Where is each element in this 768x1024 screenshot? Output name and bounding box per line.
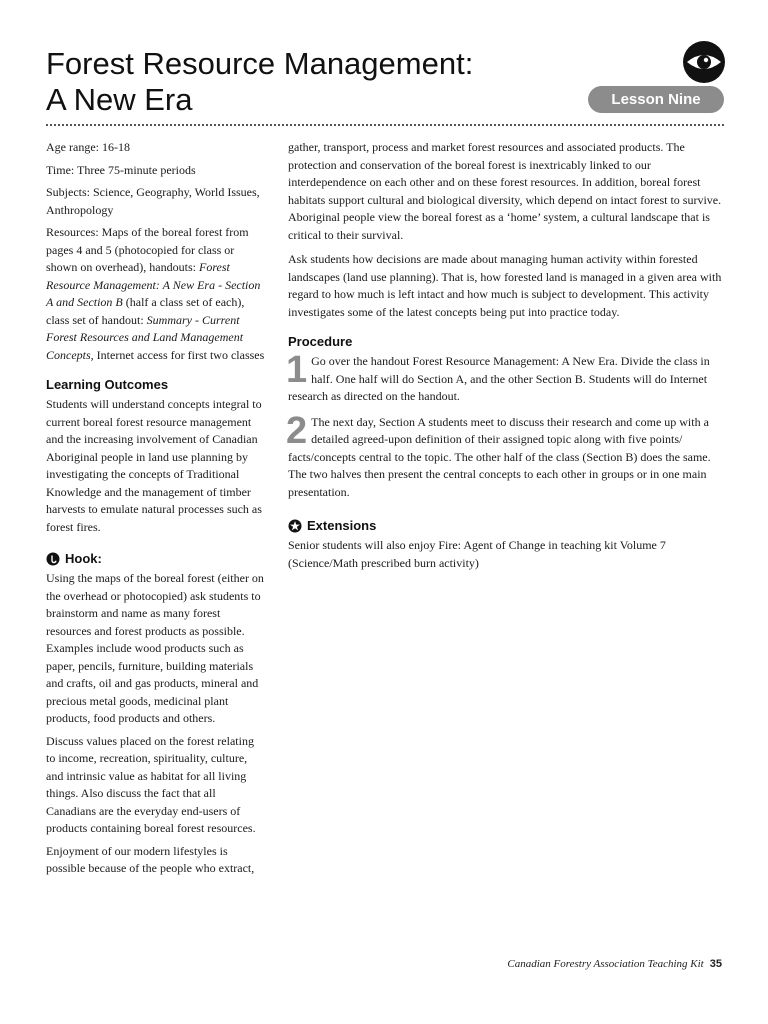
subjects-info: Subjects: Science, Geography, World Issues, Anthropology: [46, 185, 260, 217]
eye-icon: [682, 40, 726, 84]
procedure-label: Procedure: [288, 334, 353, 349]
resources-summary-title: Summary - Current Forest Resources and Land Management Concepts,: [46, 312, 244, 362]
extensions-icon: [288, 519, 302, 533]
extensions-heading: [288, 517, 724, 535]
step-number: 1: [286, 349, 308, 391]
page-footer: [507, 958, 722, 970]
learning-outcomes-heading: [46, 376, 266, 394]
extensions-label: Extensions: [307, 518, 377, 533]
learning-outcomes-label: Learning Outcomes: [46, 377, 169, 392]
procedure-step-2: [286, 409, 724, 502]
intro-paragraph-1: gather, transport, process and market forest resources and associated products. The protection and conservation of the boreal forest is inextricably linked to our interdependence on each other and on these forest resources. In addition, boreal forest habitats support cultural and biological diversity, which depend on intact forest to survive. Aboriginal people view the boreal forest as a ‘home’ system, a cultural landscape that is critical to their survival.: [288, 140, 722, 242]
lesson-badge: Lesson Nine: [588, 86, 724, 113]
learning-outcomes-text: Students will understand concepts integral to current boreal forest resource management and the increasing involvement of Canadian Aboriginal people in land use planning by investigating the concepts of Traditional Knowledge and the management of timber harvests to emulate natural processes such as forest fires.: [46, 397, 262, 534]
title-divider: [46, 124, 724, 126]
title-line-2: A New Era: [46, 82, 193, 117]
resources-info: [46, 224, 266, 364]
hook-label: Hook:: [65, 551, 102, 566]
resources-text-3: Internet access for first two classes: [93, 347, 265, 362]
step-number: 2: [286, 409, 308, 452]
time-info: Time: Three 75-minute periods: [46, 162, 196, 177]
resources-handout-title: Forest Resource Management: A New Era - Section A and Section B: [46, 260, 261, 309]
hook-paragraph-1: Using the maps of the boreal forest (either on the overhead or photocopied) ask students to brainstorm and name as many forest resources and forest products as possible. Examples include wood products such as paper, pencils, furniture, building materials and crafts, oil and gas products, mineral and precious metal goods, medicinal plant products, food products and others.: [46, 571, 264, 725]
step-text: Go over the handout Forest Resource Management: A New Era. Divide the class in half. One half will do Section A, and the other Section B. Students will do Internet research as directed on the handout.: [288, 354, 710, 403]
resources-text-2: (half a class set of each), class set of handout:: [46, 295, 245, 327]
page-number: 35: [709, 958, 722, 970]
title-line-1: Forest Resource Management:: [46, 46, 474, 81]
procedure-heading: [288, 333, 724, 351]
right-column: [288, 139, 724, 579]
page-title: [46, 46, 473, 118]
hook-heading: [46, 550, 266, 568]
intro-paragraph-2: Ask students how decisions are made about managing human activity within forested landscapes (land use planning). That is, how forested land is managed in a given area with regard to how much is left intact and how much is subject to development. This activity investigates some of the latest concepts being put into practice today.: [288, 252, 722, 319]
resources-text-1: Resources: Maps of the boreal forest from pages 4 and 5 (photocopied for class or shown on overhead), handouts:: [46, 225, 249, 274]
footer-text: Canadian Forestry Association Teaching Kit: [507, 958, 704, 970]
hook-paragraph-2: Discuss values placed on the forest relating to income, recreation, spirituality, culture, and intrinsic value as habitat for all living things. Also discuss the fact that all Canadians are the everyday end-users of products containing boreal forest resources.: [46, 733, 256, 835]
age-range: Age range: 16-18: [46, 140, 130, 154]
hook-icon: [46, 552, 60, 566]
extensions-text: Senior students will also enjoy Fire: Agent of Change in teaching kit Volume 7 (Science/Math prescribed burn activity): [288, 538, 666, 570]
step-text: The next day, Section A students meet to discuss their research and come up with a detailed agreed-upon definition of their assigned topic along with five points/ facts/concepts central to the topic. The other half of the class (Section B) does the same. The two halves then present the central concepts to each other in groups or in one main presentation.: [288, 414, 711, 499]
left-column: [46, 139, 266, 883]
procedure-step-1: [286, 349, 724, 406]
hook-paragraph-3: Enjoyment of our modern lifestyles is possible because of the people who extract,: [46, 843, 255, 875]
